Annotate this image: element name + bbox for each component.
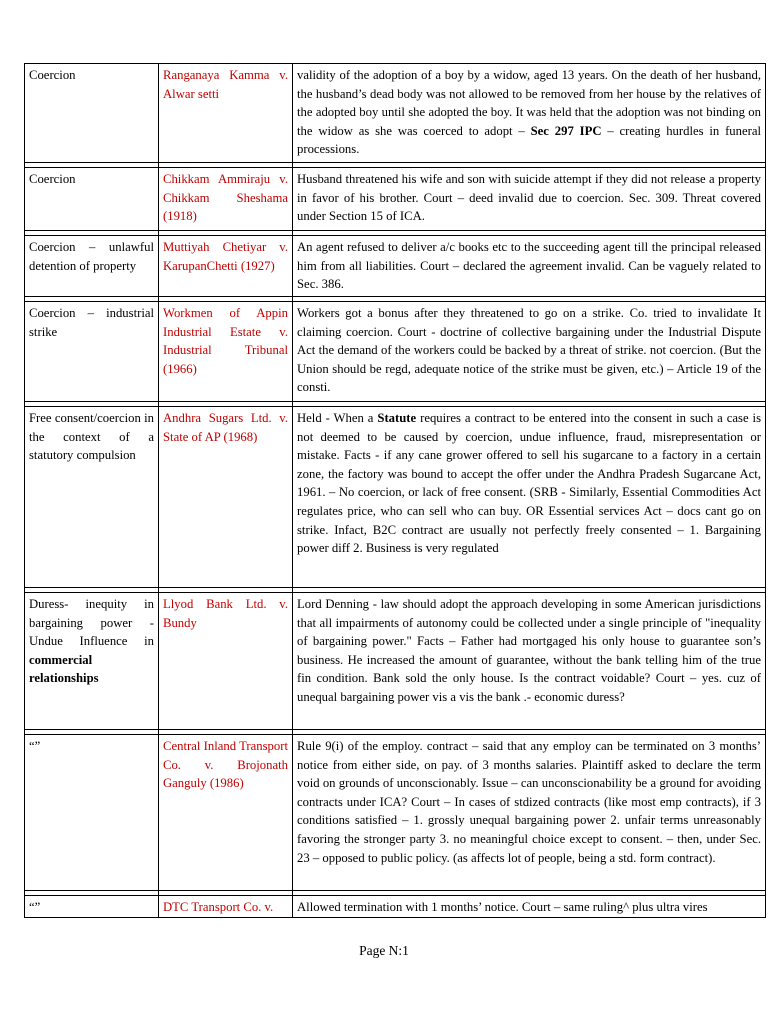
case-name-cell: Ranganaya Kamma v. Alwar setti <box>159 64 293 163</box>
description-cell: Rule 9(i) of the employ. contract – said that any employ can be terminated on 3 months’ notice from either side, on pay. of 3 months salaries. Plaintiff asked to declare the term void on grounds of unconscionably. Issue – can unconscionability be a ground for avoiding contracts under ICA? Court – In cases of stdized contracts (like most emp contracts), if 3 conditions satisfied – 1. grossly unequal bargaining power 2. unfair terms unreasonably favoring the stronger party 3. no meaningful choice except to consent. – then, under Sec. 23 – opposed to public policy. (as affects lot of people, being a std. form contract). <box>293 735 766 891</box>
description-cell: Husband threatened his wife and son with suicide attempt if they did not release a property in favor of his brother. Court – deed invalid due to coercion. Sec. 309. Threat covered under Section 15 of ICA. <box>293 168 766 231</box>
table-row <box>25 64 766 163</box>
case-name-cell: Llyod Bank Ltd. v. Bundy <box>159 593 293 730</box>
case-name-cell: Central Inland Transport Co. v. Brojonath Ganguly (1986) <box>159 735 293 891</box>
case-name-cell: Muttiyah Chetiyar v. KarupanChetti (1927) <box>159 236 293 297</box>
description-emphasis: Sec 297 IPC <box>530 123 602 138</box>
description-cell <box>293 64 766 163</box>
topic-cell: Coercion <box>25 64 159 163</box>
case-name-cell: Chikkam Ammiraju v. Chikkam Sheshama (1918) <box>159 168 293 231</box>
topic-cell: Coercion – unlawful detention of property <box>25 236 159 297</box>
description-text: Held - When a <box>297 411 374 425</box>
case-law-table <box>24 63 766 918</box>
case-name-cell: Andhra Sugars Ltd. v. State of AP (1968) <box>159 407 293 588</box>
table-row <box>25 593 766 730</box>
topic-cell: “” <box>25 896 159 918</box>
table-row <box>25 407 766 588</box>
topic-emphasis: commercial relationships <box>29 652 99 686</box>
table-row <box>25 236 766 297</box>
table-row <box>25 302 766 402</box>
topic-cell: Free consent/coercion in the context of a statutory compulsion <box>25 407 159 588</box>
topic-cell: Coercion <box>25 168 159 231</box>
description-cell <box>293 407 766 588</box>
table-row <box>25 896 766 918</box>
description-emphasis: Statute <box>377 411 417 425</box>
table-row <box>25 735 766 891</box>
description-text: requires a contract to be entered into the consent in such a case is not deemed to be caused by coercion, undue influence, fraud, misrepresentation or mistake. Facts - if any cane grower offered to sell his sugarcane to a factory in a certain zone, the factory was bound to accept the offer under the Andhra Pradesh Sugarcane Act, 1961. – No coercion, or lack of free consent. (SRB - Similarly, Essential Commodities Act regulates price, who can sell who can buy. OR Essential services Act – docs cant go on strike. Infact, B2C contract are usually not perfectly freely consented – 1. Bargaining power diff 2. Business is very regulated <box>297 411 762 556</box>
table-row <box>25 168 766 231</box>
description-cell: Lord Denning - law should adopt the approach developing in some American jurisdictions that all impairments of autonomy could be collected under a single principle of "inequality of bargaining power." Facts – Father had mortgaged his only house to guarantee son’s business. He increased the amount of guarantee, without the bank telling him of the true fin condition. Bank sold the only house. Is the contract voidable? Court – yes. cuz of unequal bargaining power vis a vis the bank .- economic duress? <box>293 593 766 730</box>
description-text: – creating hurdles in funeral processions. <box>297 123 762 157</box>
case-name-cell: Workmen of Appin Industrial Estate v. Industrial Tribunal (1966) <box>159 302 293 402</box>
case-name-cell: DTC Transport Co. v. <box>159 896 293 918</box>
description-text: validity of the adoption of a boy by a widow, aged 13 years. On the death of her husband, the husband’s dead body was not allowed to be removed from her house by the relatives of the adopted boy until she adopted the boy. It was held that the adoption was not binding on the widow as she was coerced to adopt – <box>297 68 761 138</box>
topic-cell: “” <box>25 735 159 891</box>
topic-cell <box>25 593 159 730</box>
topic-text: Duress- inequity in bargaining power - Undue Influence in <box>29 597 154 649</box>
description-cell: Workers got a bonus after they threatened to go on a strike. Co. tried to invalidate It claiming coercion. Court - doctrine of collective bargaining under the Industrial Dispute Act the demand of the workers could be backed by a threat of strike. not coercion. (But the Union should be regd, adequate notice of the strike must be given, etc.) – Article 19 of the consti. <box>293 302 766 402</box>
description-cell: An agent refused to deliver a/c books etc to the succeeding agent till the principal released him from all liabilities. Court – declared the agreement invalid. Can be vaguely related to Sec. 386. <box>293 236 766 297</box>
page-number: Page N:1 <box>359 943 409 958</box>
topic-cell: Coercion – industrial strike <box>25 302 159 402</box>
description-cell: Allowed termination with 1 months’ notice. Court – same ruling^ plus ultra vires <box>293 896 766 918</box>
